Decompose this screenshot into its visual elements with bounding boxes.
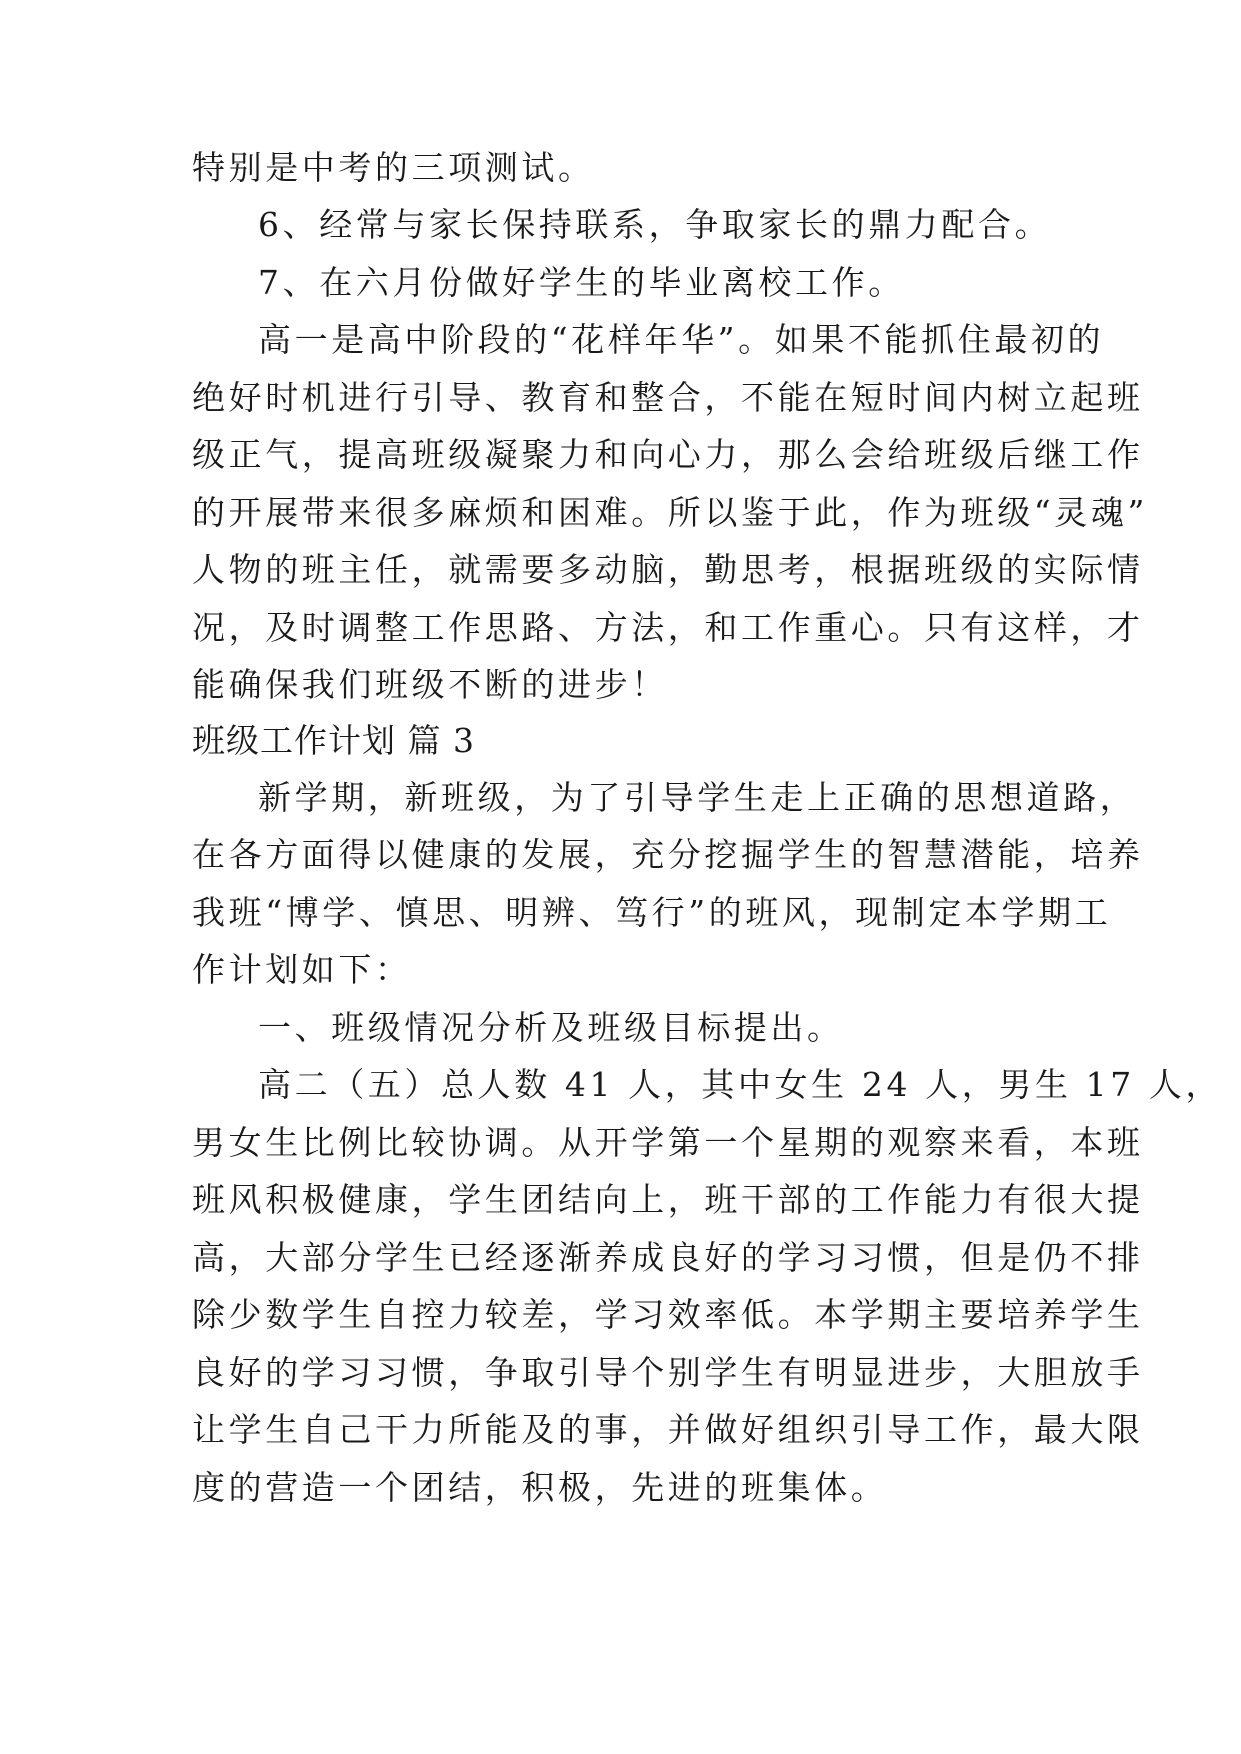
text-line: 况，及时调整工作思路、方法，和工作重心。只有这样，才 (192, 608, 1144, 647)
text-line: 班风积极健康，学生团结向上，班干部的工作能力有很大提 (192, 1180, 1144, 1219)
text-line: 高，大部分学生已经逐渐养成良好的学习习惯，但是仍不排 (192, 1238, 1144, 1277)
text-line: 级正气，提高班级凝聚力和向心力，那么会给班级后继工作 (192, 435, 1144, 474)
text-line: 作计划如下： (192, 950, 412, 989)
text-line: 让学生自己干力所能及的事，并做好组织引导工作，最大限 (192, 1410, 1144, 1449)
text-line: 男女生比例比较协调。从开学第一个星期的观察来看，本班 (192, 1123, 1144, 1162)
text-line: 特别是中考的三项测试。 (192, 148, 595, 187)
paragraph-first-line: 高一是高中阶段的“花样年华”。如果不能抓住最初的 (258, 320, 1105, 359)
section-heading: 班级工作计划 篇 3 (192, 721, 475, 760)
paragraph-first-line: 高二（五）总人数 41 人，其中女生 24 人，男生 17 人， (258, 1065, 1223, 1104)
list-item-7: 7、在六月份做好学生的毕业离校工作。 (258, 263, 905, 302)
text-line: 在各方面得以健康的发展，充分挖掘学生的智慧潜能，培养 (192, 835, 1144, 874)
subheading: 一、班级情况分析及班级目标提出。 (258, 1008, 844, 1047)
paragraph-first-line: 新学期，新班级，为了引导学生走上正确的思想道路， (258, 778, 1137, 817)
list-item-6: 6、经常与家长保持联系，争取家长的鼎力配合。 (258, 205, 1052, 244)
text-line: 良好的学习习惯，争取引导个别学生有明显进步，大胆放手 (192, 1353, 1144, 1392)
text-line: 度的营造一个团结，积极，先进的班集体。 (192, 1468, 888, 1507)
text-line: 能确保我们班级不断的进步！ (192, 665, 668, 704)
text-line: 绝好时机进行引导、教育和整合，不能在短时间内树立起班 (192, 378, 1144, 417)
text-line: 除少数学生自控力较差，学习效率低。本学期主要培养学生 (192, 1295, 1144, 1334)
text-line: 的开展带来很多麻烦和困难。所以鉴于此，作为班级“灵魂” (192, 493, 1148, 532)
text-line: 我班“博学、慎思、明辨、笃行”的班风，现制定本学期工 (192, 893, 1112, 932)
text-line: 人物的班主任，就需要多动脑，勤思考，根据班级的实际情 (192, 550, 1144, 589)
